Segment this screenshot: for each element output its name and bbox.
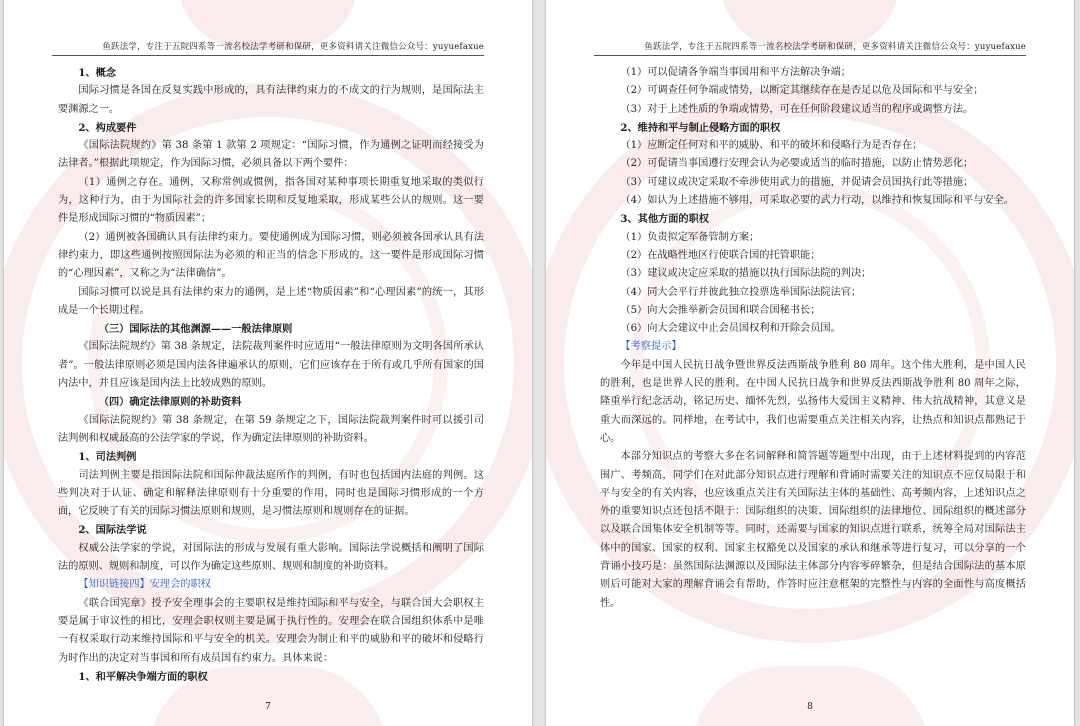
body-paragraph: （4）如认为上述措施不够用，可采取必要的武力行动，以维持和恢复国际和平与安全。	[620, 195, 1014, 207]
body-paragraph: 《国际法院规约》第 38 条规定，法院裁判案件时应适用“一般法律原则为文明各国所承认者”。一般法律原则必须是国内法各律遍承认的原则，它们应该存在于所有或几乎所有国家的国内法中，并且应该是国内法上比较成熟的原则。	[58, 341, 484, 390]
body-paragraph: （2）可促请当事国遵行安理会认为必要或适当的临时措施，以防止情势恶化；	[620, 158, 974, 170]
section-heading: 2、国际法学说	[78, 524, 147, 537]
knowledge-link-heading[interactable]: 【考察提示】	[620, 341, 682, 353]
body-paragraph: （1）应断定任何对和平的威胁、和平的破坏和侵略行为是否存在；	[620, 140, 923, 152]
body-paragraph: （4）同大会平行并彼此独立投票选举国际法院法官；	[620, 286, 862, 298]
body-paragraph: （1）通例之存在。通例，又称常例或惯例，指各国对某种事项长期重复地采取的类似行为，这种行为，由于为国际社会的许多国家长期和反复地采取，形成某些公认的规则。这一要件是形成国际习惯的“物质因素”；	[58, 176, 484, 225]
body-paragraph: （2）可调查任何争端或情势，以断定其继续存在是否足以危及国际和平与安全；	[620, 85, 984, 97]
knowledge-link-heading[interactable]: 【知识链接四】安理会的职权	[78, 579, 211, 591]
body-paragraph: （3）可建议或决定采取不牵涉使用武力的措施，并促请会员国执行此等措施；	[620, 176, 974, 188]
body-paragraph: 《国际法院规约》第 38 条规定，在第 59 条规定之下，国际法院裁判案件时可以援引司法判例和权威最高的公法学家的学说，作为确定法律原则的补助资料。	[58, 414, 484, 444]
body-paragraph: 国际习惯可以说是具有法律约束力的通例，是上述“物质因素”和“心理因素”的统一，其形成是一个长期过程。	[58, 286, 484, 316]
page-header: 鱼跃法学，专注于五院四系等一流名校法学考研和保研，更多资料请关注微信公众号：yuyuefaxue	[52, 40, 484, 56]
section-heading: 2、构成要件	[78, 121, 137, 134]
section-heading: 2、维持和平与制止侵略方面的职权	[620, 121, 781, 134]
section-heading: 3、其他方面的职权	[620, 213, 709, 226]
section-heading: 1、概念	[78, 67, 117, 79]
section-heading: 1、和平解决争端方面的职权	[78, 670, 208, 683]
body-paragraph: （5）向大会推举新会员国和联合国秘书长；	[620, 304, 821, 316]
page-number: 7	[265, 702, 271, 712]
watermark-bottom	[690, 666, 930, 726]
body-paragraph: （1）可以促请各争端当事国用和平方法解决争端；	[620, 67, 851, 78]
body-paragraph: 《国际法院规约》第 38 条第 1 款第 2 项规定：“国际习惯，作为通例之证明而经接受为法律者。”根据此项规定，作为国际习惯，必须具备以下两个要件：	[58, 140, 484, 170]
body-paragraph: （1）负责拟定军备管制方案；	[620, 231, 760, 243]
subsection-heading: （三）国际法的其他渊源——一般法律原则	[98, 323, 293, 336]
body-paragraph: 权威公法学家的学说，对国际法的形成与发展有重大影响。国际法学说概括和阐明了国际法的原则、规则和制度，可以作为确定这些原则、规则和制度的补助资料。	[58, 542, 484, 573]
body-paragraph: 本部分知识点的考察大多在名词解释和简答题等题型中出现，由于上述材料提到的内容范围广、考频高，同学们在对此部分知识点进行理解和背诵时需要关注的知识点不应仅局限于和平与安全的有关内容，也应该重点关注有关国际法主体的基础性、高考频内容，上述知识点之外的重要知识点还包括不限于：国际组织的决策、国际组织的法律地位、国际组织的概述部分以及联合国集体安全机制等等。同时，还需要与国家的知识点进行联系，统筹全局对国际法主体中的国家、国家的权利、国家主权豁免以及国家的承认和继承等进行复习，可以分享的一个背诵小技巧是：虽然国际法渊源以及国际法主体部分内容零碎繁杂，但是结合国际法的基本原则后可能对大家的理解背诵会有帮助，作答时应注意框架的完整性与内容的全面性与高度概括性。	[600, 451, 1026, 609]
body-paragraph: （2）在战略性地区行使联合国的托管职能；	[620, 249, 821, 261]
body-paragraph: 《联合国宪章》授予安全理事会的主要职权是维持国际和平与安全，与联合国大会职权主要是属于审议性的相比，安理会职权则主要是属于执行性的。安理会在联合国组织体系中是唯一有权采取行动来维持国际和平与安全的机关。安理会为制止和平的威胁和平的破坏和侵略行为时作出的决定对当事国和所有成员国有约束力。具体来说：	[58, 597, 484, 664]
body-paragraph: 司法判例主要是指国际法院和国际仲裁法庭所作的判例，有时也包括国内法庭的判例。这些判决对于认证、确定和解释法律原则有十分重要的作用，同时也是国际习惯形成的一个方面，它反映了有关的国际习惯法原则和规则，是习惯法原则和规则存在的证据。	[58, 469, 484, 518]
subsection-heading: （四）确定法律原则的补助资料	[98, 396, 242, 409]
document-page-right	[546, 0, 1074, 726]
body-paragraph: （2）通例被各国确认具有法律约束力。要使通例成为国际习惯，则必须被各国承认具有法律约束力，即这些通例按照国际法为必须的和正当的信念下形成的。这一要件是形成国际习惯的“心理因素”，又称之为“法律确信”。	[58, 231, 484, 280]
section-heading: 1、司法判例	[78, 451, 137, 464]
body-paragraph: （3）建议或决定应采取的措施以执行国际法院的判决；	[620, 268, 872, 280]
page-body	[58, 64, 484, 686]
page-header: 鱼跃法学，专注于五院四系等一流名校法学考研和保研，更多资料请关注微信公众号：yuyuefaxue	[594, 40, 1026, 56]
body-paragraph: 今年是中国人民抗日战争暨世界反法西斯战争胜利 80 周年。这个伟大胜利，是中国人民的胜利，也是世界人民的胜利。在中国人民抗日战争和世界反法西斯战争胜利 80 周年之际，隆重举行纪念活动，铭记历史、缅怀先烈，弘扬伟大爱国主义精神、伟大抗战精神，其意义是重大而深远的。同样地，在考试中，我们也需要重点关注相关内容，让热点和知识点都熟记于心。	[600, 359, 1026, 444]
document-page-left	[4, 0, 532, 726]
page-number: 8	[807, 702, 813, 712]
body-paragraph: 国际习惯是各国在反复实践中形成的，具有法律约束力的不成文的行为规则，是国际法主要渊源之一。	[58, 85, 484, 115]
page-body	[600, 64, 1026, 613]
body-paragraph: （6）向大会建议中止会员国权利和开除会员国。	[620, 323, 841, 335]
body-paragraph: （3）对于上述性质的争端或情势，可在任何阶段建议适当的程序或调整方法。	[620, 103, 974, 115]
